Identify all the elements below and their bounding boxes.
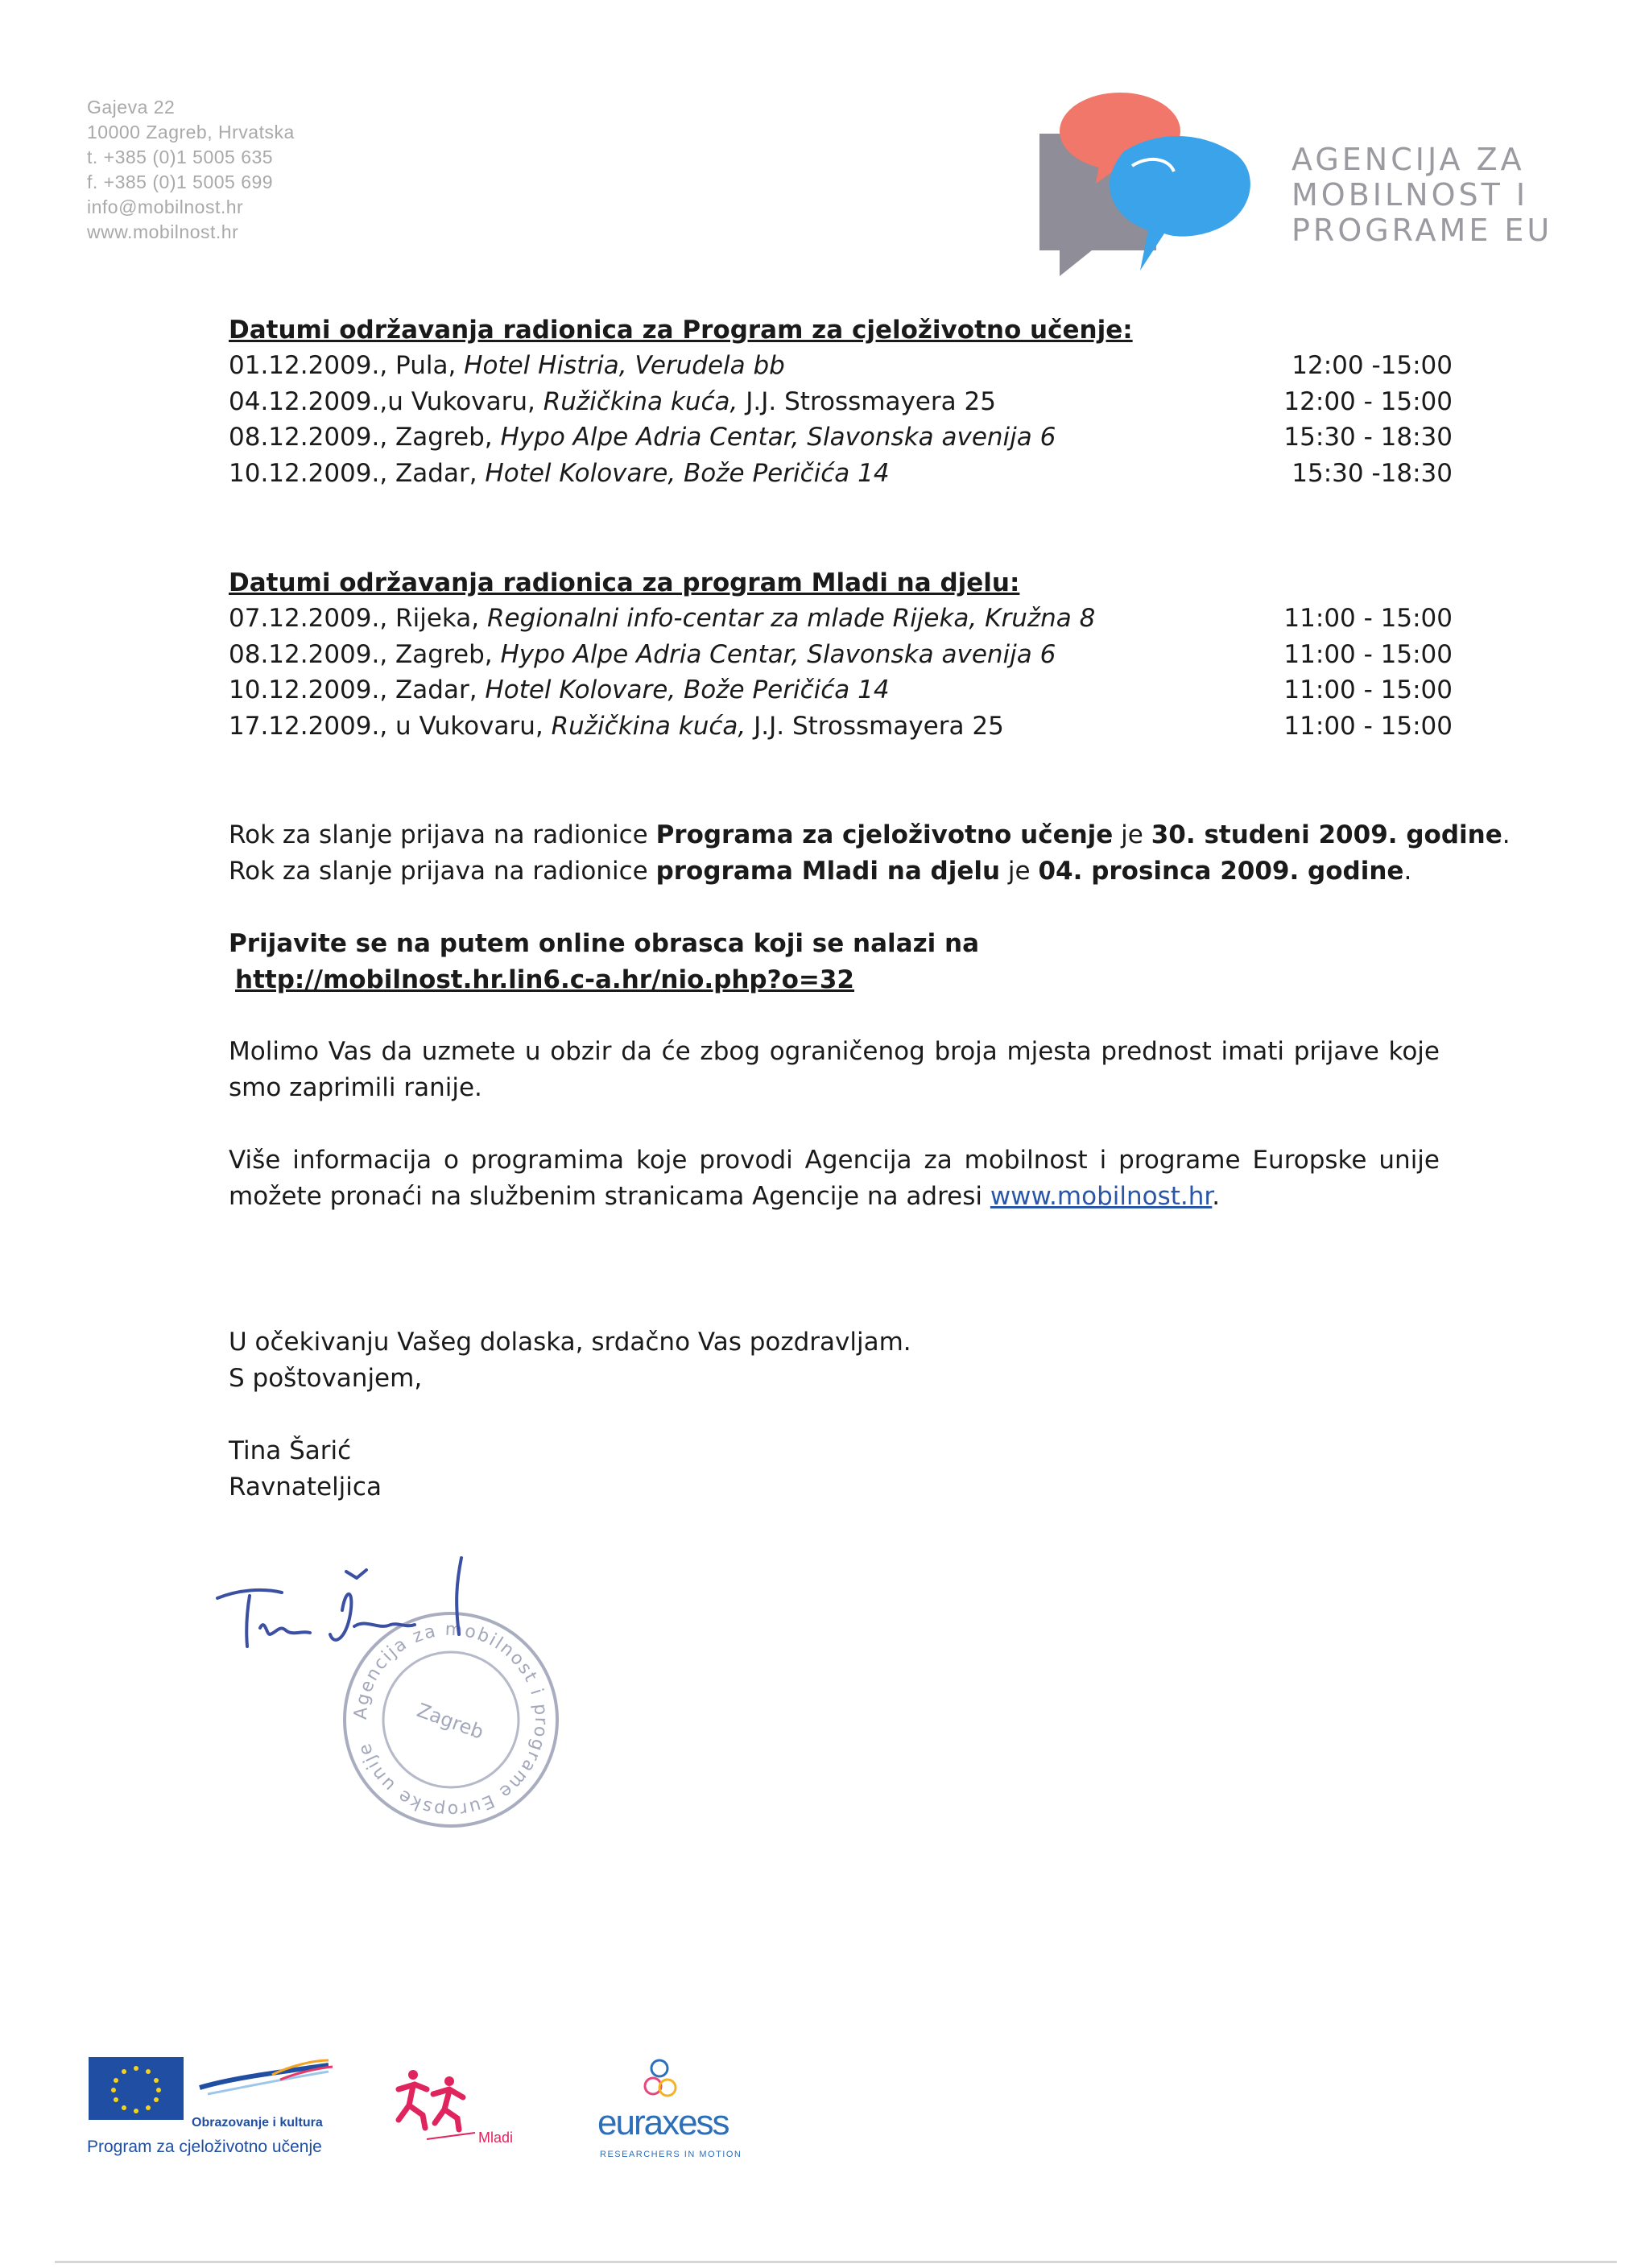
workshop-time: 11:00 - 15:00 — [1283, 675, 1453, 704]
workshop-entry: 17.12.2009., u Vukovaru, Ružičkina kuća, J.J. Strossmayera 25 — [229, 712, 1004, 741]
closing-line: S poštovanjem, — [229, 1364, 423, 1393]
workshop-time: 12:00 -15:00 — [1292, 351, 1453, 380]
apply-text: Prijavite se na putem online obrasca koji se nalazi na — [229, 929, 980, 958]
deadline-line-1: Rok za slanje prijava na radionice Programa za cjeloživotno učenje je 30. studeni 2009. godine. — [229, 820, 1511, 849]
euraxess-label: euraxess — [597, 2103, 729, 2142]
address-line: info@mobilnost.hr — [87, 196, 244, 217]
info-paragraph: Više informacija o programima koje provodi Agencija za mobilnost i programe Europske unije možete pronaći na službenim stranicama Agencije na adresi www.mobilnost.hr. — [229, 1146, 1440, 1211]
workshop-entry: 10.12.2009., Zadar, Hotel Kolovare, Bože Peričića 14 — [229, 675, 890, 704]
signatory-role: Ravnateljica — [229, 1473, 382, 1502]
workshop-row — [229, 423, 1453, 458]
stamp-ring-text: Agencija za mobilnost i programe Europske unije — [350, 1619, 552, 1820]
workshop-entry: 01.12.2009., Pula, Hotel Histria, Verudela bb — [229, 351, 785, 380]
workshop-row — [229, 351, 1453, 386]
page-bottom-edge — [55, 2261, 1617, 2263]
workshop-time: 11:00 - 15:00 — [1283, 640, 1453, 669]
eu-flag-icon — [87, 2055, 337, 2120]
workshop-entry: 08.12.2009., Zagreb, Hypo Alpe Adria Centar, Slavonska avenija 6 — [229, 423, 1056, 452]
handwritten-signature-icon — [213, 1554, 487, 1675]
deadline-line-2: Rok za slanje prijava na radionice programa Mladi na djelu je 04. prosinca 2009. godine. — [229, 857, 1412, 886]
apply-paragraph — [229, 926, 1440, 998]
stamp-center-text: Zagreb — [414, 1699, 487, 1744]
logo-line: MOBILNOST I — [1292, 177, 1529, 213]
euraxess-sub-label: RESEARCHERS IN MOTION — [600, 2150, 742, 2159]
address-line: f. +385 (0)1 5005 699 — [87, 171, 274, 192]
workshop-entry: 10.12.2009., Zadar, Hotel Kolovare, Bože Peričića 14 — [229, 459, 890, 488]
workshop-row — [229, 712, 1453, 747]
apply-url-link[interactable]: http://mobilnost.hr.lin6.c-a.hr/nio.php?o=32 — [235, 965, 855, 994]
workshop-row — [229, 604, 1453, 639]
workshop-row — [229, 387, 1453, 423]
workshop-entry: 04.12.2009.,u Vukovaru, Ružičkina kuća, J.J. Strossmayera 25 — [229, 387, 996, 416]
mladi-logo-icon — [386, 2065, 483, 2142]
workshop-entry: 08.12.2009., Zagreb, Hypo Alpe Adria Centar, Slavonska avenija 6 — [229, 640, 1056, 669]
workshop-time: 15:30 -18:30 — [1292, 459, 1453, 488]
address-line: www.mobilnost.hr — [87, 221, 239, 242]
section2-title: Datumi održavanja radionica za program Mladi na djelu: — [229, 568, 1020, 597]
address-line: t. +385 (0)1 5005 635 — [87, 147, 274, 167]
workshop-time: 12:00 - 15:00 — [1283, 387, 1453, 416]
workshop-row — [229, 459, 1453, 494]
agency-logo-text — [1292, 142, 1552, 248]
deadline-paragraph — [229, 817, 1511, 890]
section1-title: Datumi održavanja radionica za Program za cjeloživotno učenje: — [229, 316, 1133, 345]
address-block — [87, 95, 295, 245]
notice-paragraph: Molimo Vas da uzmete u obzir da će zbog ograničenog broja mjesta prednost imati prijave koje smo zaprimili ranije. — [229, 1037, 1440, 1102]
workshop-row — [229, 640, 1453, 675]
workshop-row — [229, 675, 1453, 711]
workshop-time: 11:00 - 15:00 — [1283, 712, 1453, 741]
address-line: Gajeva 22 — [87, 97, 176, 118]
workshop-entry: 07.12.2009., Rijeka, Regionalni info-centar za mlade Rijeka, Kružna 8 — [229, 604, 1096, 633]
euraxess-logo-icon — [640, 2057, 688, 2105]
eu-label-education: Obrazovanje i kultura — [192, 2116, 323, 2130]
closing-line: U očekivanju Vašeg dolaska, srdačno Vas pozdravljam. — [229, 1328, 911, 1357]
address-line: 10000 Zagreb, Hrvatska — [87, 122, 295, 143]
signatory-name: Tina Šarić — [229, 1436, 352, 1465]
mladi-label: Mladi — [478, 2130, 514, 2146]
logo-line: PROGRAME EU — [1292, 213, 1553, 248]
workshop-time: 15:30 - 18:30 — [1283, 423, 1453, 452]
logo-line: AGENCIJA ZA — [1292, 142, 1525, 177]
agency-logo-icon — [1035, 87, 1277, 280]
workshop-time: 11:00 - 15:00 — [1283, 604, 1453, 633]
closing-block — [229, 1324, 1440, 1506]
website-link[interactable]: www.mobilnost.hr — [990, 1182, 1213, 1211]
eu-label-programme: Program za cjeloživotno učenje — [87, 2138, 322, 2156]
